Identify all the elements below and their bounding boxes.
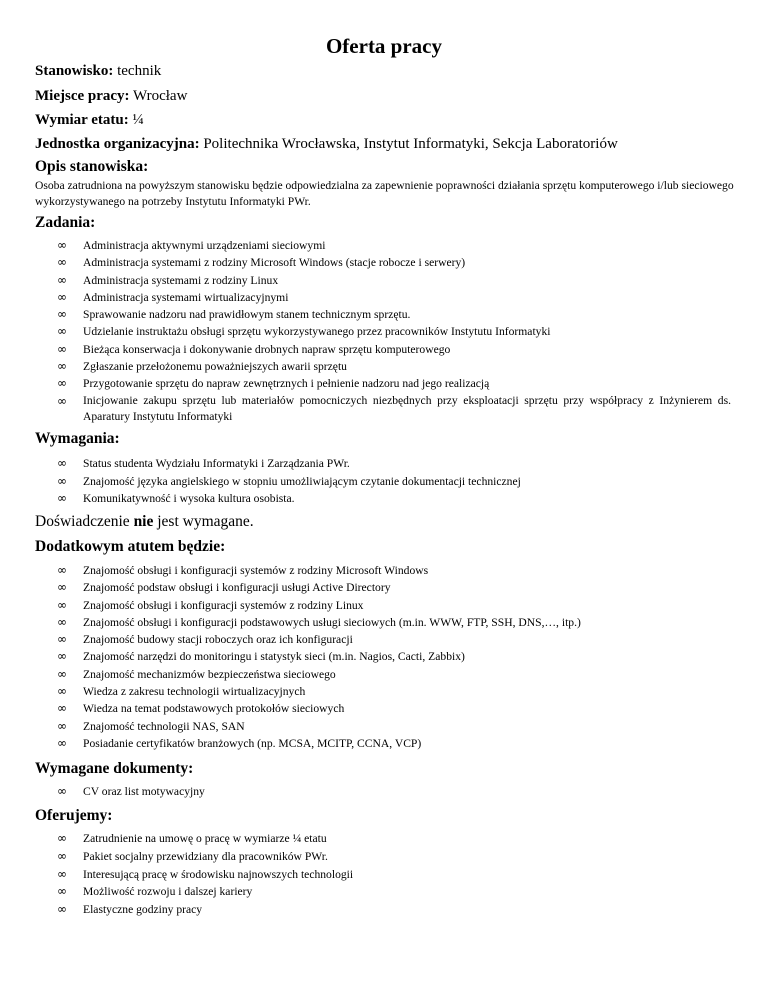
unit-value: Politechnika Wrocławska, Instytut Informatyki, Sekcja Laboratoriów — [203, 136, 618, 152]
list-item: ∞ CV oraz list motywacyjny — [0, 783, 768, 800]
tasks-heading: Zadania: — [35, 214, 96, 231]
experience-note: Doświadczenie nie jest wymagane. — [35, 513, 254, 530]
infinity-bullet-icon: ∞ — [57, 255, 67, 270]
list-item: ∞ Przygotowanie sprzętu do napraw zewnętrznych i pełnienie nadzoru nad jego realizacją — [0, 375, 768, 392]
list-item: ∞ Interesującą pracę w środowisku najnowszych technologii — [0, 866, 768, 884]
infinity-bullet-icon: ∞ — [57, 324, 67, 339]
work-time-label: Wymiar etatu: — [35, 112, 129, 128]
list-item: ∞ Znajomość obsługi i konfiguracji systemów z rodziny Linux — [0, 597, 768, 614]
list-item: ∞ Inicjowanie zakupu sprzętu lub materiałów pomocniczych niezbędnych przy eksploatacji sprzętu przy współpracy z Inżynierem ds. Aparatury Instytutu Informatyki — [57, 393, 731, 423]
list-item: ∞ Pakiet socjalny przewidziany dla pracowników PWr. — [0, 848, 768, 866]
list-item: ∞ Znajomość obsługi i konfiguracji podstawowych usługi sieciowych (m.in. WWW, FTP, SSH, DNS,…, itp.) — [0, 614, 768, 631]
list-item: ∞ Wiedza z zakresu technologii wirtualizacyjnych — [0, 683, 768, 700]
infinity-bullet-icon: ∞ — [57, 718, 67, 733]
infinity-bullet-icon: ∞ — [57, 649, 67, 664]
position-field — [35, 63, 161, 80]
infinity-bullet-icon: ∞ — [57, 597, 67, 612]
documents-heading: Wymagane dokumenty: — [35, 760, 194, 777]
requirements-list — [0, 455, 768, 508]
list-item: ∞ Administracja aktywnymi urządzeniami sieciowymi — [0, 237, 768, 254]
documents-list — [0, 783, 768, 800]
page-title: Oferta pracy — [325, 34, 443, 58]
infinity-bullet-icon: ∞ — [57, 784, 67, 798]
offer-list — [0, 830, 768, 919]
list-item: ∞ Bieżąca konserwacja i dokonywanie drobnych napraw sprzętu komputerowego — [0, 341, 768, 358]
list-item: ∞ Elastyczne godziny pracy — [0, 901, 768, 919]
infinity-bullet-icon: ∞ — [57, 289, 67, 304]
description-heading: Opis stanowiska: — [35, 158, 149, 175]
list-item: ∞ Status studenta Wydziału Informatyki i Zarządzania PWr. — [0, 455, 768, 473]
infinity-bullet-icon: ∞ — [57, 735, 67, 750]
list-item: ∞ Administracja systemami z rodziny Microsoft Windows (stacje robocze i serwery) — [0, 254, 768, 271]
infinity-bullet-icon: ∞ — [57, 341, 67, 356]
infinity-bullet-icon: ∞ — [57, 307, 67, 322]
workplace-value: Wrocław — [133, 88, 188, 104]
infinity-bullet-icon: ∞ — [57, 456, 67, 470]
work-time-field — [35, 112, 144, 129]
infinity-bullet-icon: ∞ — [57, 563, 67, 577]
infinity-bullet-icon: ∞ — [57, 272, 67, 287]
list-item: ∞ Znajomość narzędzi do monitoringu i statystyk sieci (m.in. Nagios, Cacti, Zabbix) — [0, 648, 768, 665]
list-item: ∞ Znajomość mechanizmów bezpieczeństwa sieciowego — [0, 666, 768, 683]
infinity-bullet-icon: ∞ — [57, 238, 67, 252]
list-item: ∞ Wiedza na temat podstawowych protokołów sieciowych — [0, 700, 768, 717]
offer-heading: Oferujemy: — [35, 807, 113, 824]
list-item: ∞ Znajomość budowy stacji roboczych oraz ich konfiguracji — [0, 631, 768, 648]
list-item: ∞ Udzielanie instruktażu obsługi sprzętu wykorzystywanego przez pracowników Instytutu Informatyki — [0, 323, 768, 340]
list-item: ∞ Znajomość podstaw obsługi i konfiguracji usługi Active Directory — [0, 579, 768, 596]
advantages-list — [0, 562, 768, 752]
infinity-bullet-icon: ∞ — [57, 684, 67, 699]
list-item: ∞ Komunikatywność i wysoka kultura osobista. — [0, 490, 768, 508]
infinity-bullet-icon: ∞ — [57, 632, 67, 647]
list-item: ∞ Sprawowanie nadzoru nad prawidłowym stanem technicznym sprzętu. — [0, 306, 768, 323]
infinity-bullet-icon: ∞ — [57, 902, 67, 917]
infinity-bullet-icon: ∞ — [57, 614, 67, 629]
list-item: ∞ Znajomość języka angielskiego w stopniu umożliwiającym czytanie dokumentacji technicznej — [0, 473, 768, 491]
list-item: ∞ Możliwość rozwoju i dalszej kariery — [0, 883, 768, 901]
description-text: Osoba zatrudniona na powyższym stanowisku będzie odpowiedzialna za zapewnienie poprawności działania sprzętu komputerowego i/lub sieciowego wykorzystywanego na potrzeby Instytutu Informatyki PWr. — [35, 179, 734, 208]
workplace-label: Miejsce pracy: — [35, 88, 130, 104]
unit-label: Jednostka organizacyjna: — [35, 136, 200, 152]
infinity-bullet-icon: ∞ — [57, 491, 67, 505]
position-value: technik — [117, 63, 162, 79]
list-item: ∞ Administracja systemami wirtualizacyjnymi — [0, 289, 768, 306]
list-item: ∞ Zatrudnienie na umowę o pracę w wymiarze ¼ etatu — [0, 830, 768, 848]
tasks-list — [0, 237, 768, 427]
workplace-field — [35, 88, 187, 105]
work-time-value: ¼ — [132, 112, 144, 128]
position-label: Stanowisko: — [35, 63, 114, 79]
list-item: ∞ Administracja systemami z rodziny Linux — [0, 272, 768, 289]
infinity-bullet-icon: ∞ — [57, 831, 67, 845]
infinity-bullet-icon: ∞ — [57, 866, 67, 881]
infinity-bullet-icon: ∞ — [57, 848, 67, 863]
unit-field — [35, 136, 618, 153]
infinity-bullet-icon: ∞ — [57, 376, 67, 391]
infinity-bullet-icon: ∞ — [57, 393, 67, 408]
experience-not-required: nie — [133, 513, 154, 530]
infinity-bullet-icon: ∞ — [57, 580, 67, 595]
list-item: ∞ Znajomość obsługi i konfiguracji systemów z rodziny Microsoft Windows — [0, 562, 768, 579]
infinity-bullet-icon: ∞ — [57, 359, 67, 374]
infinity-bullet-icon: ∞ — [57, 884, 67, 899]
advantages-heading: Dodatkowym atutem będzie: — [35, 538, 226, 555]
list-item: ∞ Znajomość technologii NAS, SAN — [0, 718, 768, 735]
infinity-bullet-icon: ∞ — [57, 666, 67, 681]
infinity-bullet-icon: ∞ — [57, 701, 67, 716]
list-item: ∞ Posiadanie certyfikatów branżowych (np. MCSA, MCITP, CCNA, VCP) — [0, 735, 768, 752]
infinity-bullet-icon: ∞ — [57, 473, 67, 488]
list-item: ∞ Zgłaszanie przełożonemu poważniejszych awarii sprzętu — [0, 358, 768, 375]
requirements-heading: Wymagania: — [35, 430, 120, 447]
